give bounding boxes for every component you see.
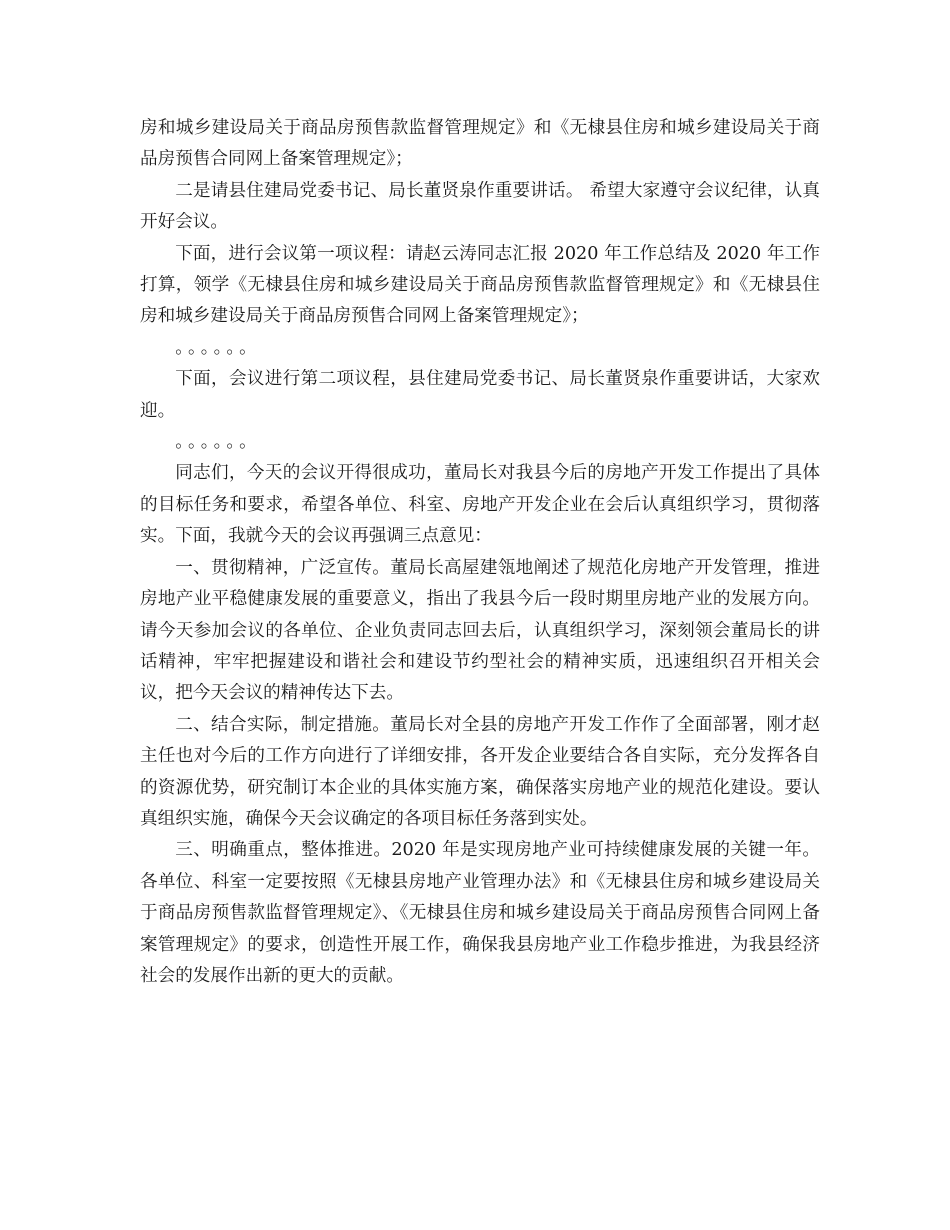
paragraph-first-agenda: 下面，进行会议第一项议程：请赵云涛同志汇报 2020 年工作总结及 2020 年工作打算，领学《无棣县住房和城乡建设局关于商品房预售款监督管理规定》和《无棣县住房和城乡建设局关于商品房预售合同网上备案管理规定》； xyxy=(140,243,820,327)
paragraph-second-agenda: 下面，会议进行第二项议程，县住建局党委书记、局长董贤泉作重要讲话，大家欢迎。 xyxy=(140,369,820,421)
paragraph-point-two: 二、结合实际，制定措施。董局长对全县的房地产开发工作作了全面部署，刚才赵主任也对今后的工作方向进行了详细安排，各开发企业要结合各自实际，充分发挥各自的资源优势，研究制订本企业的具体实施方案，确保落实房地产业的规范化建设。要认真组织实施，确保今天会议确定的各项目标任务落到实处。 xyxy=(140,714,820,829)
paragraph-continuation: 房和城乡建设局关于商品房预售款监督管理规定》和《无棣县住房和城乡建设局关于商品房预售合同网上备案管理规定》； xyxy=(140,118,820,170)
paragraph-point-one: 一、贯彻精神，广泛宣传。董局长高屋建瓴地阐述了规范化房地产开发管理，推进房地产业平稳健康发展的重要意义，指出了我县今后一段时期里房地产业的发展方向。请今天参加会议的各单位、企业负责同志回去后，认真组织学习，深刻领会董局长的讲话精神，牢牢把握建设和谐社会和建设节约型社会的精神实质，迅速组织召开相关会议，把今天会议的精神传达下去。 xyxy=(140,557,820,704)
paragraph-point-three: 三、明确重点，整体推进。2020 年是实现房地产业可持续健康发展的关键一年。各单位、科室一定要按照《无棣县房地产业管理办法》和《无棣县住房和城乡建设局关于商品房预售款监督管理规定》、《无棣县住房和城乡建设局关于商品房预售合同网上备案管理规定》的要求，创造性开展工作，确保我县房地产业工作稳步推进，为我县经济社会的发展作出新的更大的贡献。 xyxy=(140,840,820,986)
paragraph-closing-intro: 同志们，今天的会议开得很成功，董局长对我县今后的房地产开发工作提出了具体的目标任务和要求，希望各单位、科室、房地产开发企业在会后认真组织学习，贯彻落实。下面，我就今天的会议再强调三点意见： xyxy=(140,463,820,547)
ellipsis-divider: 。。。。。。 xyxy=(175,432,261,453)
paragraph-second-item: 二是请县住建局党委书记、局长董贤泉作重要讲话。 希望大家遵守会议纪律，认真开好会议。 xyxy=(140,180,820,233)
ellipsis-divider: 。。。。。。 xyxy=(175,337,261,358)
document-body xyxy=(140,113,820,992)
